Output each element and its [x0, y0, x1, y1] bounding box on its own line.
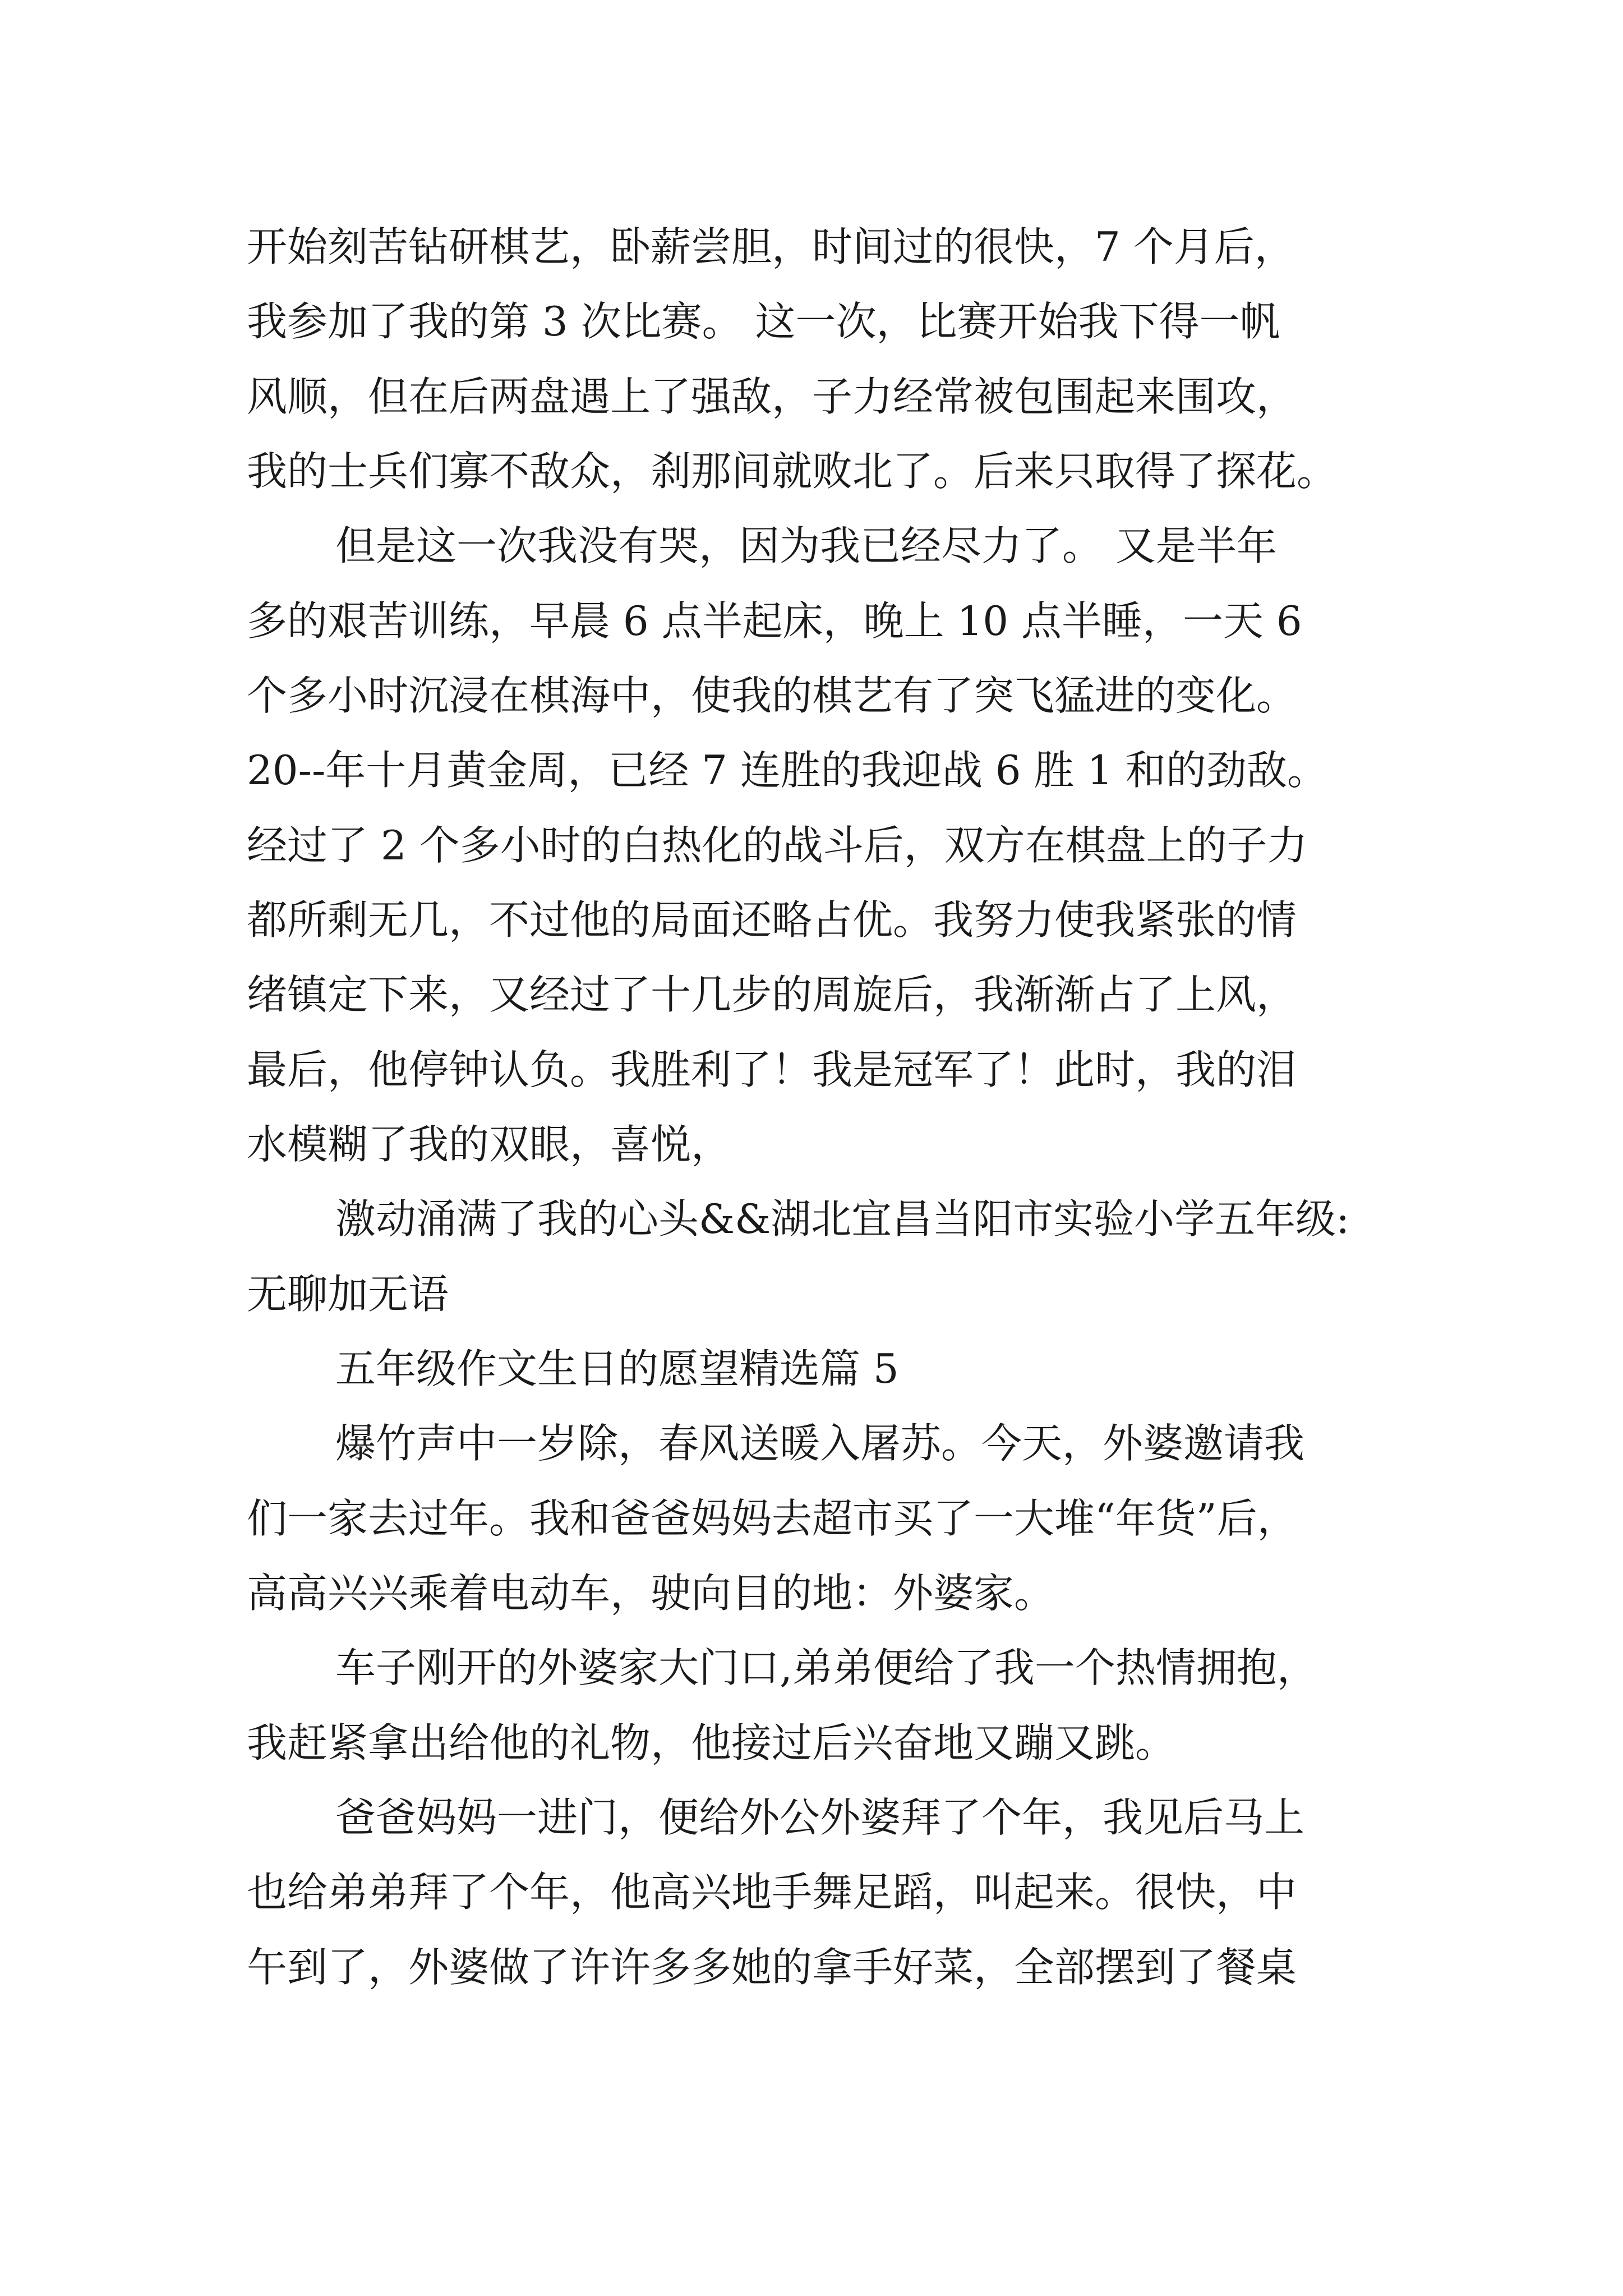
text-line: 风顺，但在后两盘遇上了强敌，子力经常被包围起来围攻，	[247, 373, 1297, 420]
text-line: 激动涌满了我的心头&&湖北宜昌当阳市实验小学五年级:	[335, 1195, 1350, 1243]
text-line: 爆竹声中一岁除，春风送暖入屠苏。今天，外婆邀请我	[335, 1420, 1305, 1467]
text-line: 车子刚开的外婆家大门口,弟弟便给了我一个热情拥抱，	[335, 1644, 1317, 1691]
text-line: 最后，他停钟认负。我胜利了！我是冠军了！此时，我的泪	[247, 1046, 1297, 1093]
text-line: 多的艰苦训练，早晨 6 点半起床，晚上 10 点半睡，一天 6	[247, 597, 1302, 645]
text-line: 我参加了我的第 3 次比赛。 这一次，比赛开始我下得一帆	[247, 298, 1280, 345]
text-line: 但是这一次我没有哭，因为我已经尽力了。 又是半年	[335, 522, 1277, 569]
section-title: 五年级作文生日的愿望精选篇 5	[335, 1345, 899, 1392]
text-line: 个多小时沉浸在棋海中，使我的棋艺有了突飞猛进的变化。	[247, 672, 1297, 719]
text-line: 经过了 2 个多小时的白热化的战斗后，双方在棋盘上的子力	[247, 822, 1308, 869]
text-line: 绪镇定下来，又经过了十几步的周旋后，我渐渐占了上风，	[247, 971, 1297, 1018]
text-line: 都所剩无几，不过他的局面还略占优。我努力使我紧张的情	[247, 896, 1297, 944]
text-line: 午到了，外婆做了许许多多她的拿手好菜，全部摆到了餐桌	[247, 1944, 1297, 1991]
text-line: 水模糊了我的双眼，喜悦，	[247, 1121, 732, 1168]
text-line: 开始刻苦钻研棋艺，卧薪尝胆，时间过的很快，7 个月后，	[247, 223, 1295, 270]
text-line: 我赶紧拿出给他的礼物，他接过后兴奋地又蹦又跳。	[247, 1719, 1176, 1766]
text-line: 20--年十月黄金周，已经 7 连胜的我迎战 6 胜 1 和的劲敌。	[247, 747, 1328, 794]
text-line: 也给弟弟拜了个年，他高兴地手舞足蹈，叫起来。很快，中	[247, 1869, 1297, 1916]
text-line: 爸爸妈妈一进门，便给外公外婆拜了个年，我见后马上	[335, 1794, 1305, 1841]
text-line: 无聊加无语	[247, 1271, 449, 1318]
text-line: 我的士兵们寡不敌众，刹那间就败北了。后来只取得了探花。	[247, 448, 1338, 495]
text-line: 高高兴兴乘着电动车，驶向目的地：外婆家。	[247, 1570, 1055, 1617]
text-line: 们一家去过年。我和爸爸妈妈去超市买了一大堆“年货”后，	[247, 1495, 1298, 1542]
